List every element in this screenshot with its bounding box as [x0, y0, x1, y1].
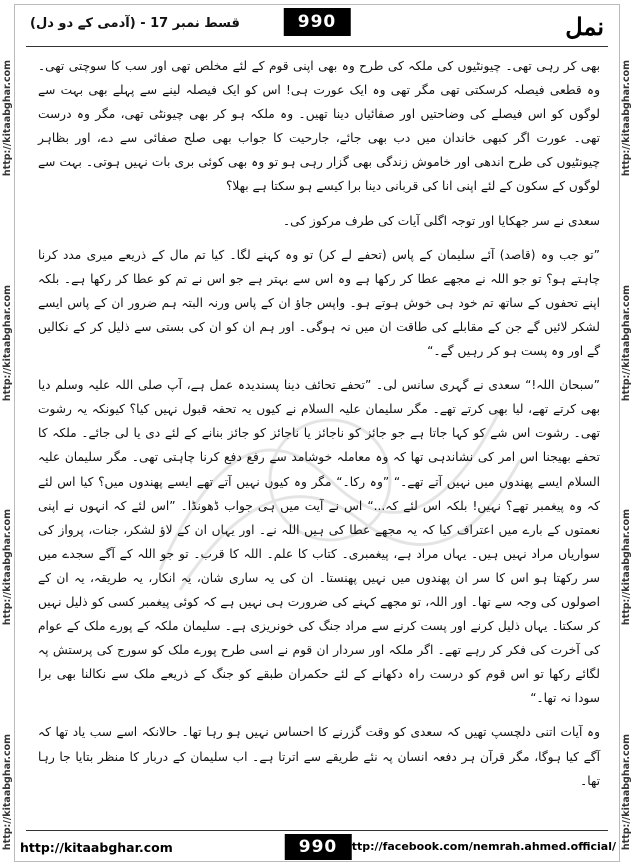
side-url-text: http://kitaabghar.com [2, 733, 13, 850]
paragraph: سعدی نے سر جھکایا اور توجہ اگلی آیات کی طرف مرکوز کی۔ [282, 213, 600, 228]
side-url-text: http://kitaabghar.com [2, 60, 13, 177]
novel-title: نمل [565, 12, 604, 41]
paragraph: ”سبحان اللہ!“ سعدی نے گہری سانس لی۔ ”تحفے تحائف دینا پسندیدہ عمل ہے، آپ صلی اللہ علیہ وسلم دیا بھی کرتے تھے، لیا بھی کرتے تھے۔ مگر سلیمان علیہ السلام نے کیوں یہ تحفہ قبول نہیں کیا؟ کیونکہ یہ رشوت تھی۔ رشوت اس شے کو کہا جاتا ہے جو جائز کو ناجائز یا ناجائز کو جائز بنانے کے لئے دی یا لی جائے۔ ملکہ کا تحفے بھیجنا اس امر کی نشاندہی تھا کہ وہ معاملہ خوشامد سے رفع دفع کرنا چاہتی تھی۔ مگر سلیمان علیہ السلام ایسے پھندوں میں نہیں آتے تھے۔“ ”وہ رکا۔“ مگر وہ کیوں نہیں آتے تھے ایسے پھندوں میں؟ کیا اس لئے کہ وہ پیغمبر تھے؟ نہیں! بلکہ اس لئے کہ...“ اس نے آیت میں ہی جواب ڈھونڈا۔ ”اس لئے کہ انہوں نے اپنی نعمتوں کے بارے میں اعتراف کیا کہ یہ مجھے عطا کی ہیں اللہ نے۔ اور یہاں ان کے لاؤ لشکر، جنات، پرواز کی سواریاں مراد نہیں ہیں۔ یہاں مراد ہے، پیغمبری۔ کتاب کا علم۔ اللہ کا قرب۔ تو جو اللہ کے آگے سجدے میں سر رکھتا ہو اس کا سر ان پھندوں میں نہیں پھنستا۔ ان کی یہ ساری شان، یہ انکار، یہ طریقہ، یہ ان کے اصولوں کی وجہ سے تھا۔ اور اللہ، تو مجھے کہنے کی ضرورت ہی نہیں ہے کہ کوئی پیغمبر کسی کو ذلیل نہیں کر سکتا۔ یہاں ذلیل کرنے اور پست کرنے سے مراد جنگ کی خونریزی ہے۔ سلیمان ملکہ کے پورے ملک کے عوام کی آخرت کی فکر کر رہے تھے۔ اگر ملکہ اور سردار ان قوم نے اسی طرح پورے ملک کو سورج کی پرستش پہ لگائے رکھا تو اس قوم کو درست راہ دکھانے کے لئے حکمران طبقے کو جنگ کے ذریعے ملک سے نکالنا بھی برا سودا نہ تھا۔“ [38, 378, 600, 706]
page-number-bottom: 990 [285, 834, 352, 860]
side-url-text: http://kitaabghar.com [621, 509, 632, 626]
side-url-text: http://kitaabghar.com [2, 509, 13, 626]
side-url-text: http://kitaabghar.com [621, 284, 632, 401]
paragraph: ”تو جب وہ (قاصد) آئے سلیمان کے پاس (تحفے لے کر) تو وہ کہنے لگا۔ کیا تم مال کے ذریعے میری مدد کرنا چاہتے ہو؟ تو جو اللہ نے مجھے عطا کر رکھا ہے وہ اس سے بہتر ہے جو اس نے تم کو عطا کر رکھا ہے۔ بلکہ اپنے تحفوں کے ساتھ تم خود ہی خوش ہوتے ہو۔ واپس جاؤ ان کے پاس ورنہ البتہ ہم ضرور ان کے پاس ایسے لشکر لائیں گے جن کے مقابلے کی طاقت ان میں نہ ہوگی۔ اور ہم ان کو ان کی بستی سے ذلیل کر کے نکالیں گے اور وہ پست ہو کر رہیں گے۔“ [38, 247, 600, 359]
paragraph: وہ آیات اتنی دلچسپ تھیں کہ سعدی کو وقت گزرنے کا احساس نہیں ہو رہا تھا۔ حالانکہ اسے سب یاد تھا کہ آگے کیا ہوگا، مگر قرآن ہر دفعہ انسان پہ نئے طریقے سے اترتا ہے۔ اب سلیمان کے دربار کا منظر بتایا جا رہا تھا۔ [38, 725, 600, 788]
page-footer [16, 834, 620, 862]
paragraph: بھی کر رہی تھی۔ چیونٹیوں کی ملکہ کی طرح وہ بھی اپنی قوم کے لئے مخلص تھی اور سب کا سوچتی تھی۔ وہ قطعی فیصلہ کرسکتی تھی مگر تھی وہ ایک عورت ہی! اس کو ایک فیصلہ لینے سے پہلے بھی بہت سے لوگوں کو اس فیصلے کی وضاحتیں اور صفائیاں دینا تھیں۔ وہ ملکہ ہو کر بھی چیونٹی تھی، مگر وہ درست تھی۔ عورت اگر کبھی خاندان میں دب بھی جائے، جارحیت کا جواب بھی صلح صفائی سے دے، اور بظاہر چیونٹیوں کی طرح اندھی اور خاموش زندگی بھی گزار رہی ہو تو وہ بھی کوئی بری بات نہیں ہوتی۔ بہت سے لوگوں کے سکون کے لئے اپنی انا کی قربانی دینا برا کیسے ہو سکتا ہے بھلا؟ [38, 59, 600, 194]
side-url-text: http://kitaabghar.com [2, 284, 13, 401]
side-watermark-left [2, 60, 13, 850]
footer-link-kitaabghar[interactable]: http://kitaabghar.com [20, 840, 173, 855]
header-divider [26, 46, 608, 47]
article-body [38, 54, 600, 788]
side-url-text: http://kitaabghar.com [621, 733, 632, 850]
footer-divider [26, 830, 608, 831]
page-number-top: 990 [284, 8, 351, 36]
footer-link-facebook[interactable]: http://facebook.com/nemrah.ahmed.official/ [343, 840, 616, 853]
page-header [22, 6, 612, 44]
side-watermark-right [621, 60, 632, 850]
episode-label: قسط نمبر 17 - (آدمی کے دو دل) [30, 16, 240, 31]
side-url-text: http://kitaabghar.com [621, 60, 632, 177]
